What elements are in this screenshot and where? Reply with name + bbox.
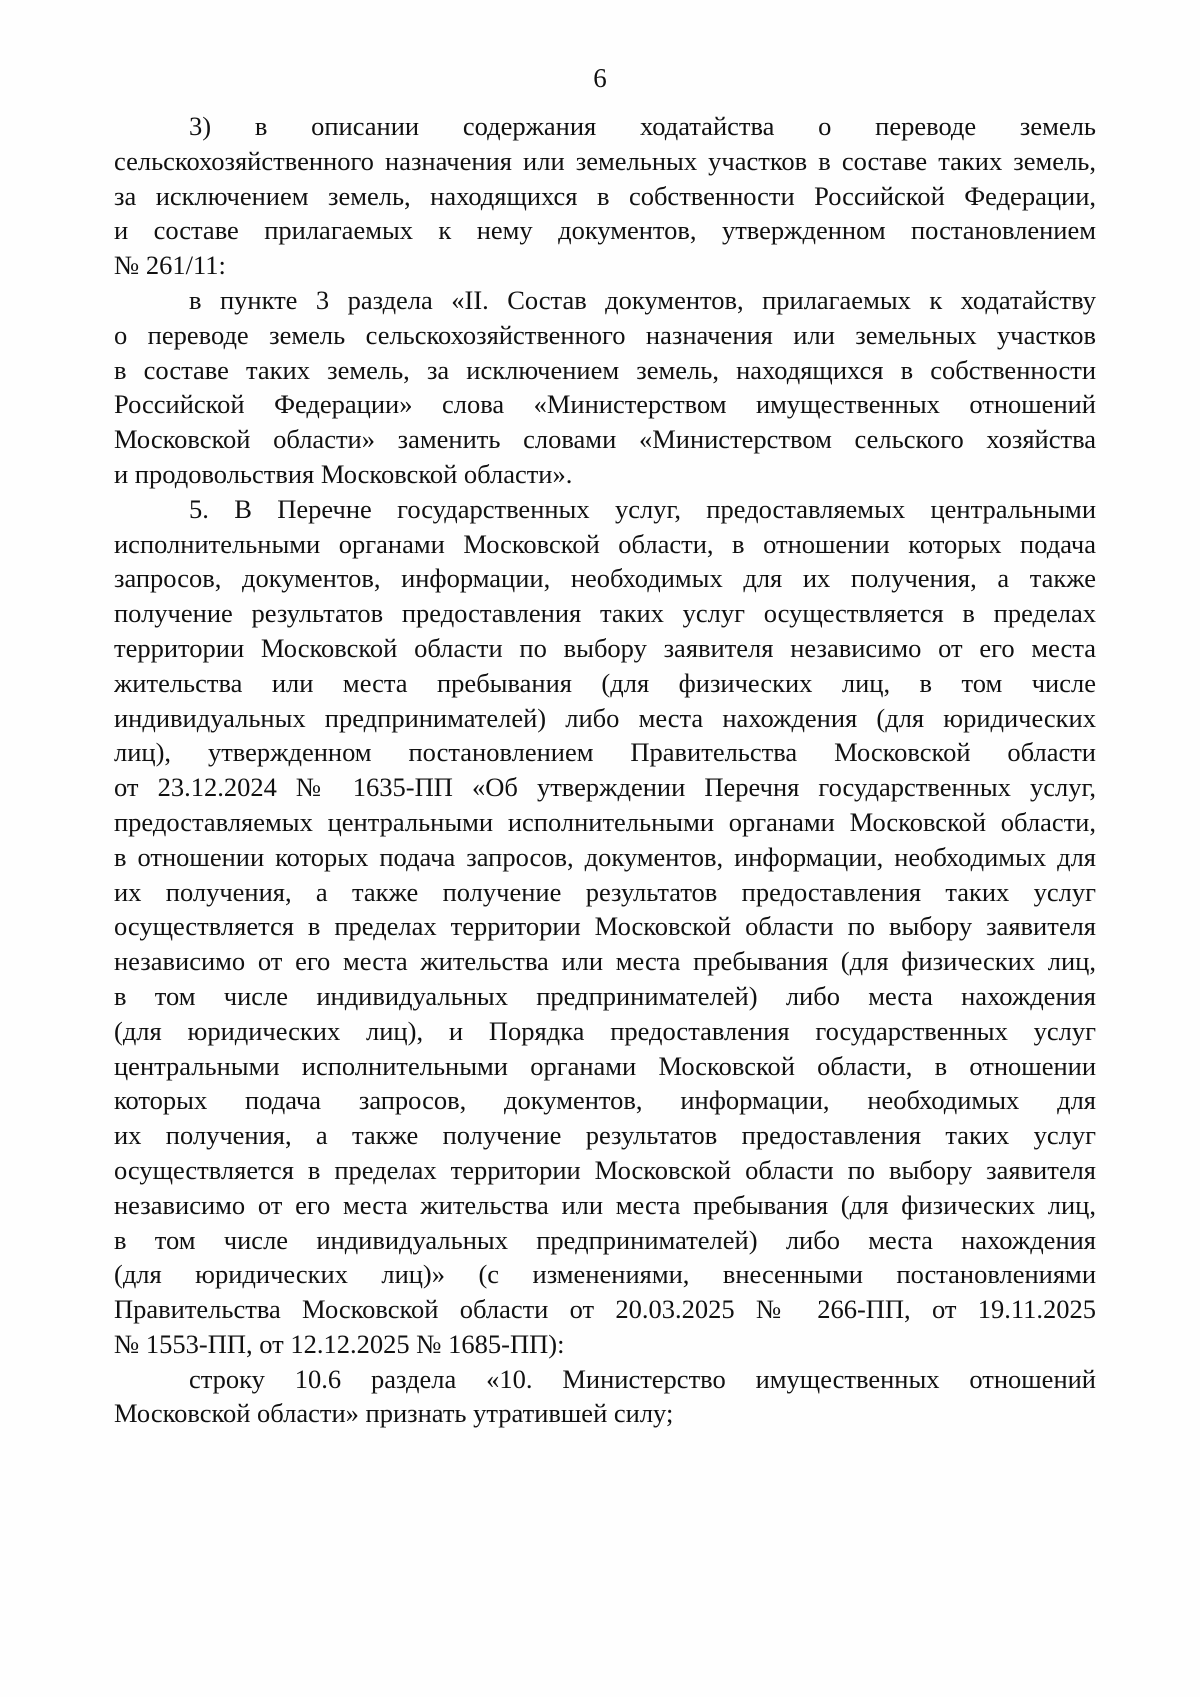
- text-line: в том числе индивидуальных предпринимателей) либо места нахождения: [114, 980, 1096, 1011]
- text-line: строку 10.6 раздела «10. Министерство имущественных отношений: [189, 1363, 1096, 1394]
- text-line: в пункте 3 раздела «II. Состав документов, прилагаемых к ходатайству: [189, 284, 1096, 315]
- text-line: Московской области» признать утратившей силу;: [114, 1398, 674, 1429]
- text-line: исполнительными органами Московской области, в отношении которых подача: [114, 528, 1096, 559]
- paragraph-2: [114, 283, 1096, 492]
- text-line: за исключением земель, находящихся в собственности Российской Федерации,: [114, 180, 1096, 211]
- text-line: которых подача запросов, документов, информации, необходимых для: [114, 1085, 1096, 1116]
- paragraph-4: [114, 1362, 1096, 1432]
- text-line: лиц), утвержденном постановлением Правительства Московской области: [114, 737, 1096, 768]
- text-line: сельскохозяйственного назначения или земельных участков в составе таких земель,: [114, 145, 1096, 176]
- text-line: их получения, а также получение результатов предоставления таких услуг: [114, 1120, 1096, 1151]
- document-body: [114, 109, 1096, 1431]
- text-line: № 1553-ПП, от 12.12.2025 № 1685-ПП):: [114, 1328, 565, 1359]
- text-line: территории Московской области по выбору заявителя независимо от его места: [114, 632, 1096, 663]
- text-line: Российской Федерации» слова «Министерством имущественных отношений: [114, 389, 1096, 420]
- text-line: и составе прилагаемых к нему документов, утвержденном постановлением: [114, 215, 1096, 246]
- text-line: Правительства Московской области от 20.03.2025 № 266-ПП, от 19.11.2025: [114, 1294, 1096, 1325]
- paragraph-1: [114, 109, 1096, 283]
- text-line: предоставляемых центральными исполнительными органами Московской области,: [114, 806, 1096, 837]
- text-line: (для юридических лиц)» (с изменениями, внесенными постановлениями: [114, 1259, 1096, 1290]
- page-number: 6: [593, 63, 607, 93]
- text-line: Московской области» заменить словами «Министерством сельского хозяйства: [114, 424, 1096, 455]
- text-line: в составе таких земель, за исключением земель, находящихся в собственности: [114, 354, 1096, 385]
- text-line: от 23.12.2024 № 1635-ПП «Об утверждении Перечня государственных услуг,: [114, 772, 1096, 803]
- text-line: получение результатов предоставления таких услуг осуществляется в пределах: [114, 598, 1096, 629]
- text-line: № 261/11:: [114, 250, 226, 281]
- text-line: и продовольствия Московской области».: [114, 458, 573, 489]
- text-line: осуществляется в пределах территории Московской области по выбору заявителя: [114, 1154, 1096, 1185]
- text-line: (для юридических лиц), и Порядка предоставления государственных услуг: [114, 1015, 1096, 1046]
- text-line: их получения, а также получение результатов предоставления таких услуг: [114, 876, 1096, 907]
- text-line: центральными исполнительными органами Московской области, в отношении: [114, 1050, 1096, 1081]
- paragraph-3: [114, 492, 1096, 1362]
- text-line: о переводе земель сельскохозяйственного назначения или земельных участков: [114, 319, 1096, 350]
- text-line: осуществляется в пределах территории Московской области по выбору заявителя: [114, 911, 1096, 942]
- text-line: независимо от его места жительства или места пребывания (для физических лиц,: [114, 946, 1096, 977]
- text-line: независимо от его места жительства или места пребывания (для физических лиц,: [114, 1189, 1096, 1220]
- text-line: индивидуальных предпринимателей) либо места нахождения (для юридических: [114, 702, 1096, 733]
- text-line: в отношении которых подача запросов, документов, информации, необходимых для: [114, 841, 1096, 872]
- text-line: жительства или места пребывания (для физических лиц, в том числе: [114, 667, 1096, 698]
- text-line: запросов, документов, информации, необходимых для их получения, а также: [114, 563, 1096, 594]
- text-line: в том числе индивидуальных предпринимателей) либо места нахождения: [114, 1224, 1096, 1255]
- text-line: 3) в описании содержания ходатайства о переводе земель: [189, 111, 1096, 141]
- text-line: 5. В Перечне государственных услуг, предоставляемых центральными: [189, 493, 1096, 524]
